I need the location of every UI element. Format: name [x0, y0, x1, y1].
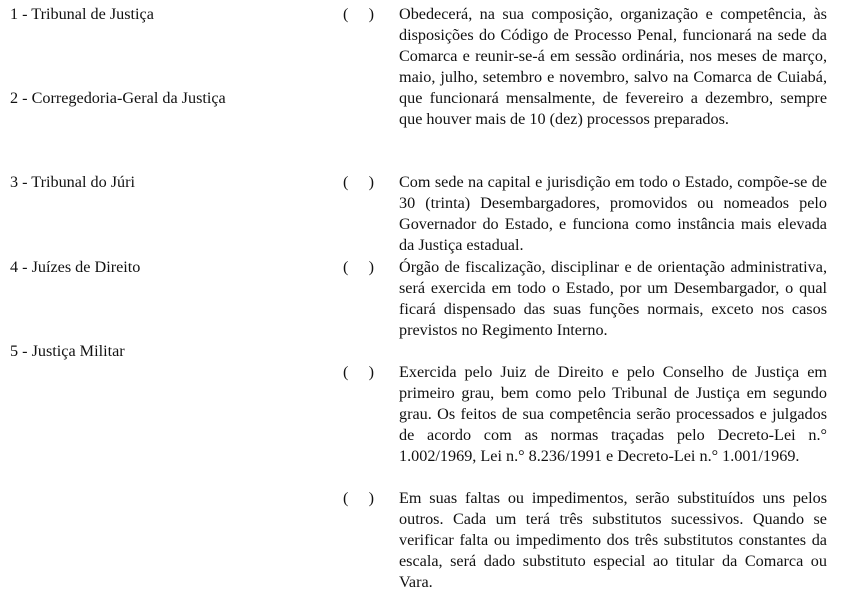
description-4: Exercida pelo Juiz de Direito e pelo Conselho de Justiça em primeiro grau, bem como pelo Tribunal de Justiça em segundo grau. Os feitos de sua competência serão processados e julgados de acordo com as normas traçadas pelo Decreto-Lei n.° 1.002/1969, Lei n.° 8.236/1991 e Decreto-Lei n.° 1.001/1969. — [399, 363, 827, 465]
column-a-item-5: 5 - Justiça Militar — [10, 342, 125, 360]
answer-blank-2[interactable]: ( ) — [343, 173, 375, 191]
answer-blank-5[interactable]: ( ) — [343, 489, 375, 507]
description-5: Em suas faltas ou impedimentos, serão substituídos uns pelos outros. Cada um terá três substitutos sucessivos. Quando se verificar falta ou impedimento dos três substitutos constantes da escala, será dado substituto especial ao titular da Comarca ou Vara. — [399, 489, 827, 591]
column-a-item-1: 1 - Tribunal de Justiça — [10, 5, 154, 23]
description-3: Órgão de fiscalização, disciplinar e de orientação administrativa, será exercida em todo o Estado, por um Desembargador, o qual ficará dispensado das suas funções normais, exceto nos casos previstos no Regimento Interno. — [399, 258, 827, 339]
column-a-item-4: 4 - Juízes de Direito — [10, 258, 141, 276]
answer-blank-1[interactable]: ( ) — [343, 5, 375, 23]
description-1: Obedecerá, na sua composição, organização e competência, às disposições do Código de Processo Penal, funcionará na sede da Comarca e reunir-se-á em sessão ordinária, nos meses de março, maio, julho, setembro e novembro, salvo na Comarca de Cuiabá, que funcionará mensalmente, de fevereiro a dezembro, sempre que houver mais de 10 (dez) processos preparados. — [399, 5, 827, 128]
answer-blank-3[interactable]: ( ) — [343, 258, 375, 276]
description-2: Com sede na capital e jurisdição em todo o Estado, compõe-se de 30 (trinta) Desembargadores, promovidos ou nomeados pelo Governador do Estado, e funciona como instância mais elevada da Justiça estadual. — [399, 173, 827, 254]
column-a-item-2: 2 - Corregedoria-Geral da Justiça — [10, 89, 226, 107]
column-a-item-3: 3 - Tribunal do Júri — [10, 173, 136, 191]
answer-blank-4[interactable]: ( ) — [343, 363, 375, 381]
